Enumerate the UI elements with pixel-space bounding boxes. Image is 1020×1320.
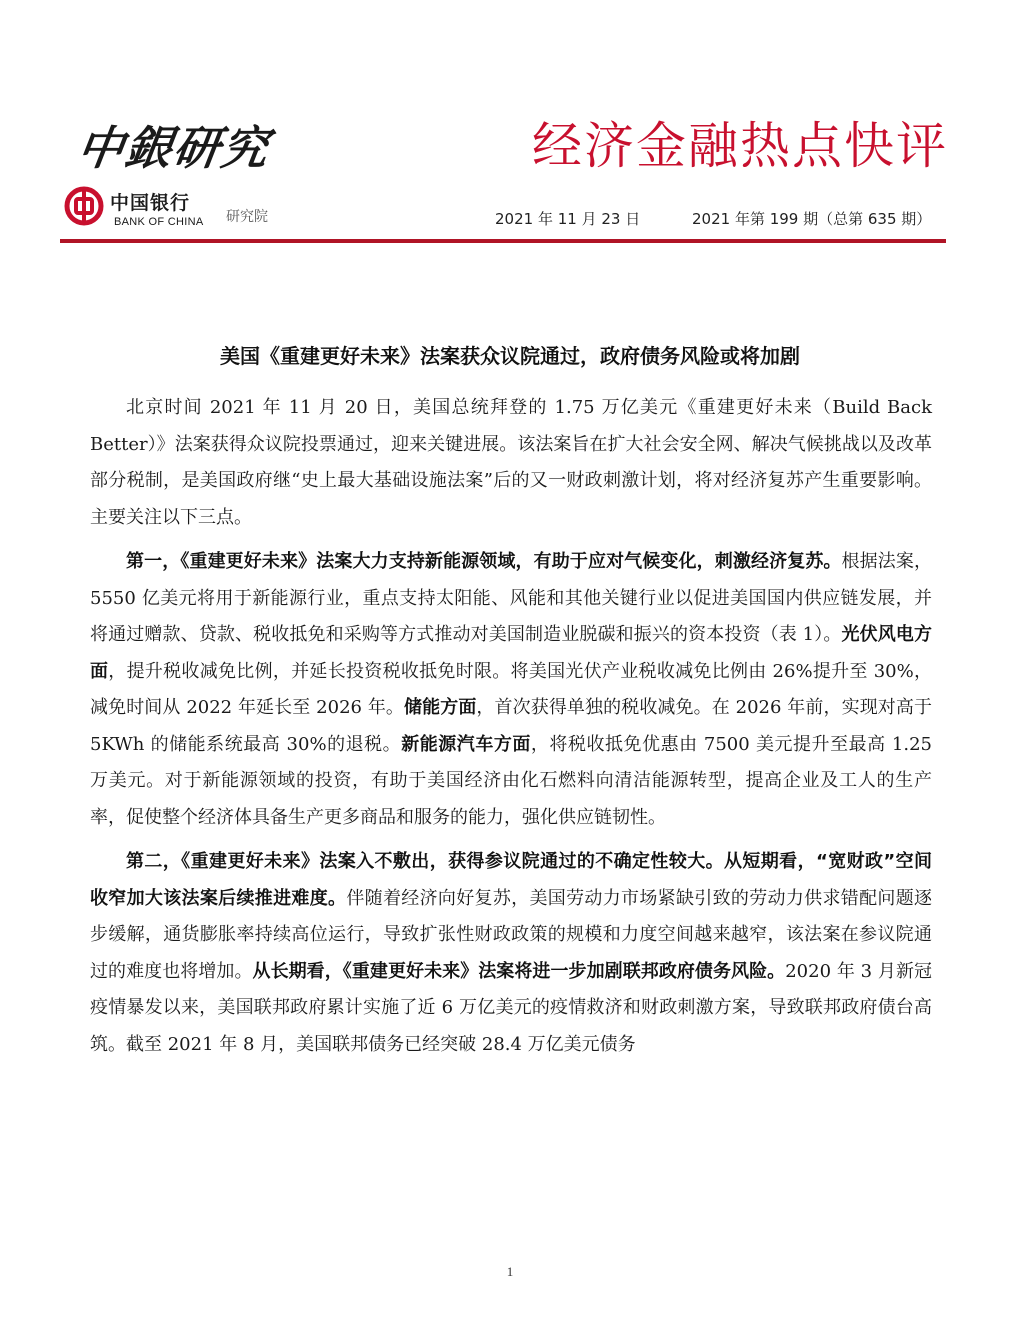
point-one-text: 根据法案，5550 亿美元将用于新能源行业，重点支持太阳能、风能和其他关键行业以促进美国国内供应链发展，并将通过赠款、贷款、税收抵免和采购等方式推动对美国制造业脱碳和振兴的资本投资（表 1）。 — [90, 551, 933, 645]
page-number: 1 — [506, 1264, 514, 1279]
storage-heading: 储能方面 — [404, 697, 477, 718]
paragraph-point-two — [90, 844, 932, 1063]
brand-calligraphy-logo: 中銀研究 — [73, 121, 274, 175]
header-divider — [60, 239, 946, 243]
long-term-text: 2020 年 3 月新冠疫情暴发以来，美国联邦政府累计实施了近 6 万亿美元的疫情救济和财政刺激方案，导致联邦政府债台高筑。截至 2021 年 8 月，美国联邦债务已经突破 28.4 万亿美元债务 — [90, 960, 933, 1055]
paragraph-intro: 北京时间 2021 年 11 月 20 日，美国总统拜登的 1.75 万亿美元《重建更好未来（Build Back Better）》法案获得众议院投票通过，迎来关键进展。该法案旨在扩大社会安全网、解决气候挑战以及改革部分税制，是美国政府继“史上最大基础设施法案”后的又一财政刺激计划，将对经济复苏产生重要影响。主要关注以下三点。 — [90, 397, 932, 528]
article-title: 美国《重建更好未来》法案获众议院通过，政府债务风险或将加剧 — [220, 344, 800, 368]
series-title: 经济金融热点快评 — [532, 117, 948, 175]
pv-wind-text: ，提升税收减免比例，并延长投资税收抵免时限。将美国光伏产业税收减免比例由 26%提升至 30%，减免时间从 2022 年延长至 2026 年。 — [90, 660, 932, 718]
point-one-lead: 第一，《重建更好未来》法案大力支持新能源领域，有助于应对气候变化，刺激经济复苏。 — [126, 551, 842, 572]
article-body — [90, 390, 932, 1071]
point-two-lead: 第二，《重建更好未来》法案入不敷出，获得参议院通过的不确定性较大。从短期看，“宽财政”空间收窄加大该法案后续推进难度。 — [90, 851, 932, 909]
paragraph-point-one — [90, 544, 932, 836]
point-two-text: 伴随着经济向好复苏，美国劳动力市场紧缺引致的劳动力供求错配问题逐步缓解，通货膨胀率持续高位运行，导致扩张性财政政策的规模和力度空间越来越窄，该法案在参议院通过的难度也将增加。 — [90, 887, 933, 982]
document-header — [0, 0, 1020, 250]
nev-text: ，将税收抵免优惠由 7500 美元提升至最高 1.25 万美元。对于新能源领域的投资，有助于美国经济由化石燃料向清洁能源转型，提高企业及工人的生产率，促使整个经济体具备生产更多商品和服务的能力，强化供应链韧性。 — [90, 733, 932, 828]
pv-wind-heading: 光伏风电方面 — [90, 624, 933, 682]
bank-of-china-logo-icon — [64, 186, 104, 226]
bank-name-en: BANK OF CHINA — [114, 216, 204, 228]
issue-date: 2021 年 11 月 23 日 — [495, 210, 641, 228]
bank-name-cn: 中国银行 — [110, 192, 191, 214]
nev-heading: 新能源汽车方面 — [401, 733, 531, 755]
long-term-heading: 从长期看，《重建更好未来》法案将进一步加剧联邦政府债务风险。 — [252, 960, 786, 982]
issue-number: 2021 年第 199 期（总第 635 期） — [692, 210, 932, 228]
institute-label: 研究院 — [226, 209, 268, 225]
storage-text: ，首次获得单独的税收减免。在 2026 年前，实现对高于 5KWh 的储能系统最高 30%的退税。 — [90, 697, 932, 755]
